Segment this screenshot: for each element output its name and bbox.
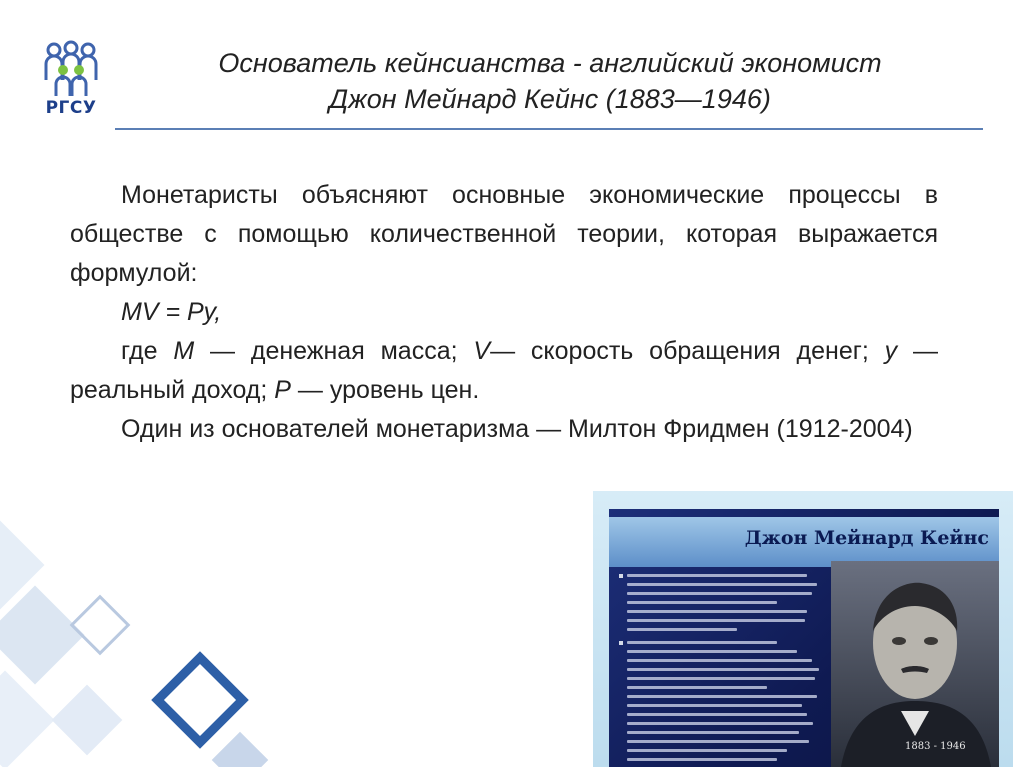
rgsu-logo (36, 40, 106, 124)
formula (70, 293, 938, 332)
desc-m: — денежная масса; (194, 337, 474, 365)
slide-title (170, 45, 930, 117)
symbol-m: M (173, 337, 195, 365)
where-intro: где (121, 337, 174, 365)
decorative-diamonds (0, 510, 300, 767)
picture-title: Джон Мейнард Кейнс (744, 527, 989, 549)
portrait-silhouette-icon (831, 561, 999, 767)
symbol-y: y (884, 337, 898, 365)
title-divider (115, 128, 983, 130)
desc-p: — уровень цен. (290, 376, 480, 404)
slide-body (70, 176, 938, 449)
desc-v: — скорость обращения денег; (490, 337, 885, 365)
formula-text: MV = Py, (121, 298, 222, 326)
paragraph-monetarists: Монетаристы объясняют основные экономические процессы в обществе с помощью количественной теории, которая выражается формулой: (70, 181, 938, 287)
paragraph-friedman: Один из основателей монетаризма — Милтон Фридмен (1912-2004) (121, 415, 913, 443)
title-line-2: Джон Мейнард Кейнс (1883—1946) (329, 84, 771, 114)
symbol-p: P (274, 376, 291, 404)
slide-picture (609, 509, 999, 767)
desc-y: — реальный доход; (70, 337, 939, 404)
keynes-portrait (831, 561, 999, 767)
logo-text: РГСУ (45, 98, 97, 118)
keynes-slide-image (593, 491, 1013, 767)
picture-years: 1883 - 1946 (905, 741, 966, 752)
picture-bullet-text (617, 569, 825, 765)
symbol-v: V (473, 337, 491, 365)
title-line-1: Основатель кейнсианства - английский экономист (218, 48, 882, 78)
paragraph-definitions (70, 332, 938, 410)
people-icon (36, 40, 106, 98)
